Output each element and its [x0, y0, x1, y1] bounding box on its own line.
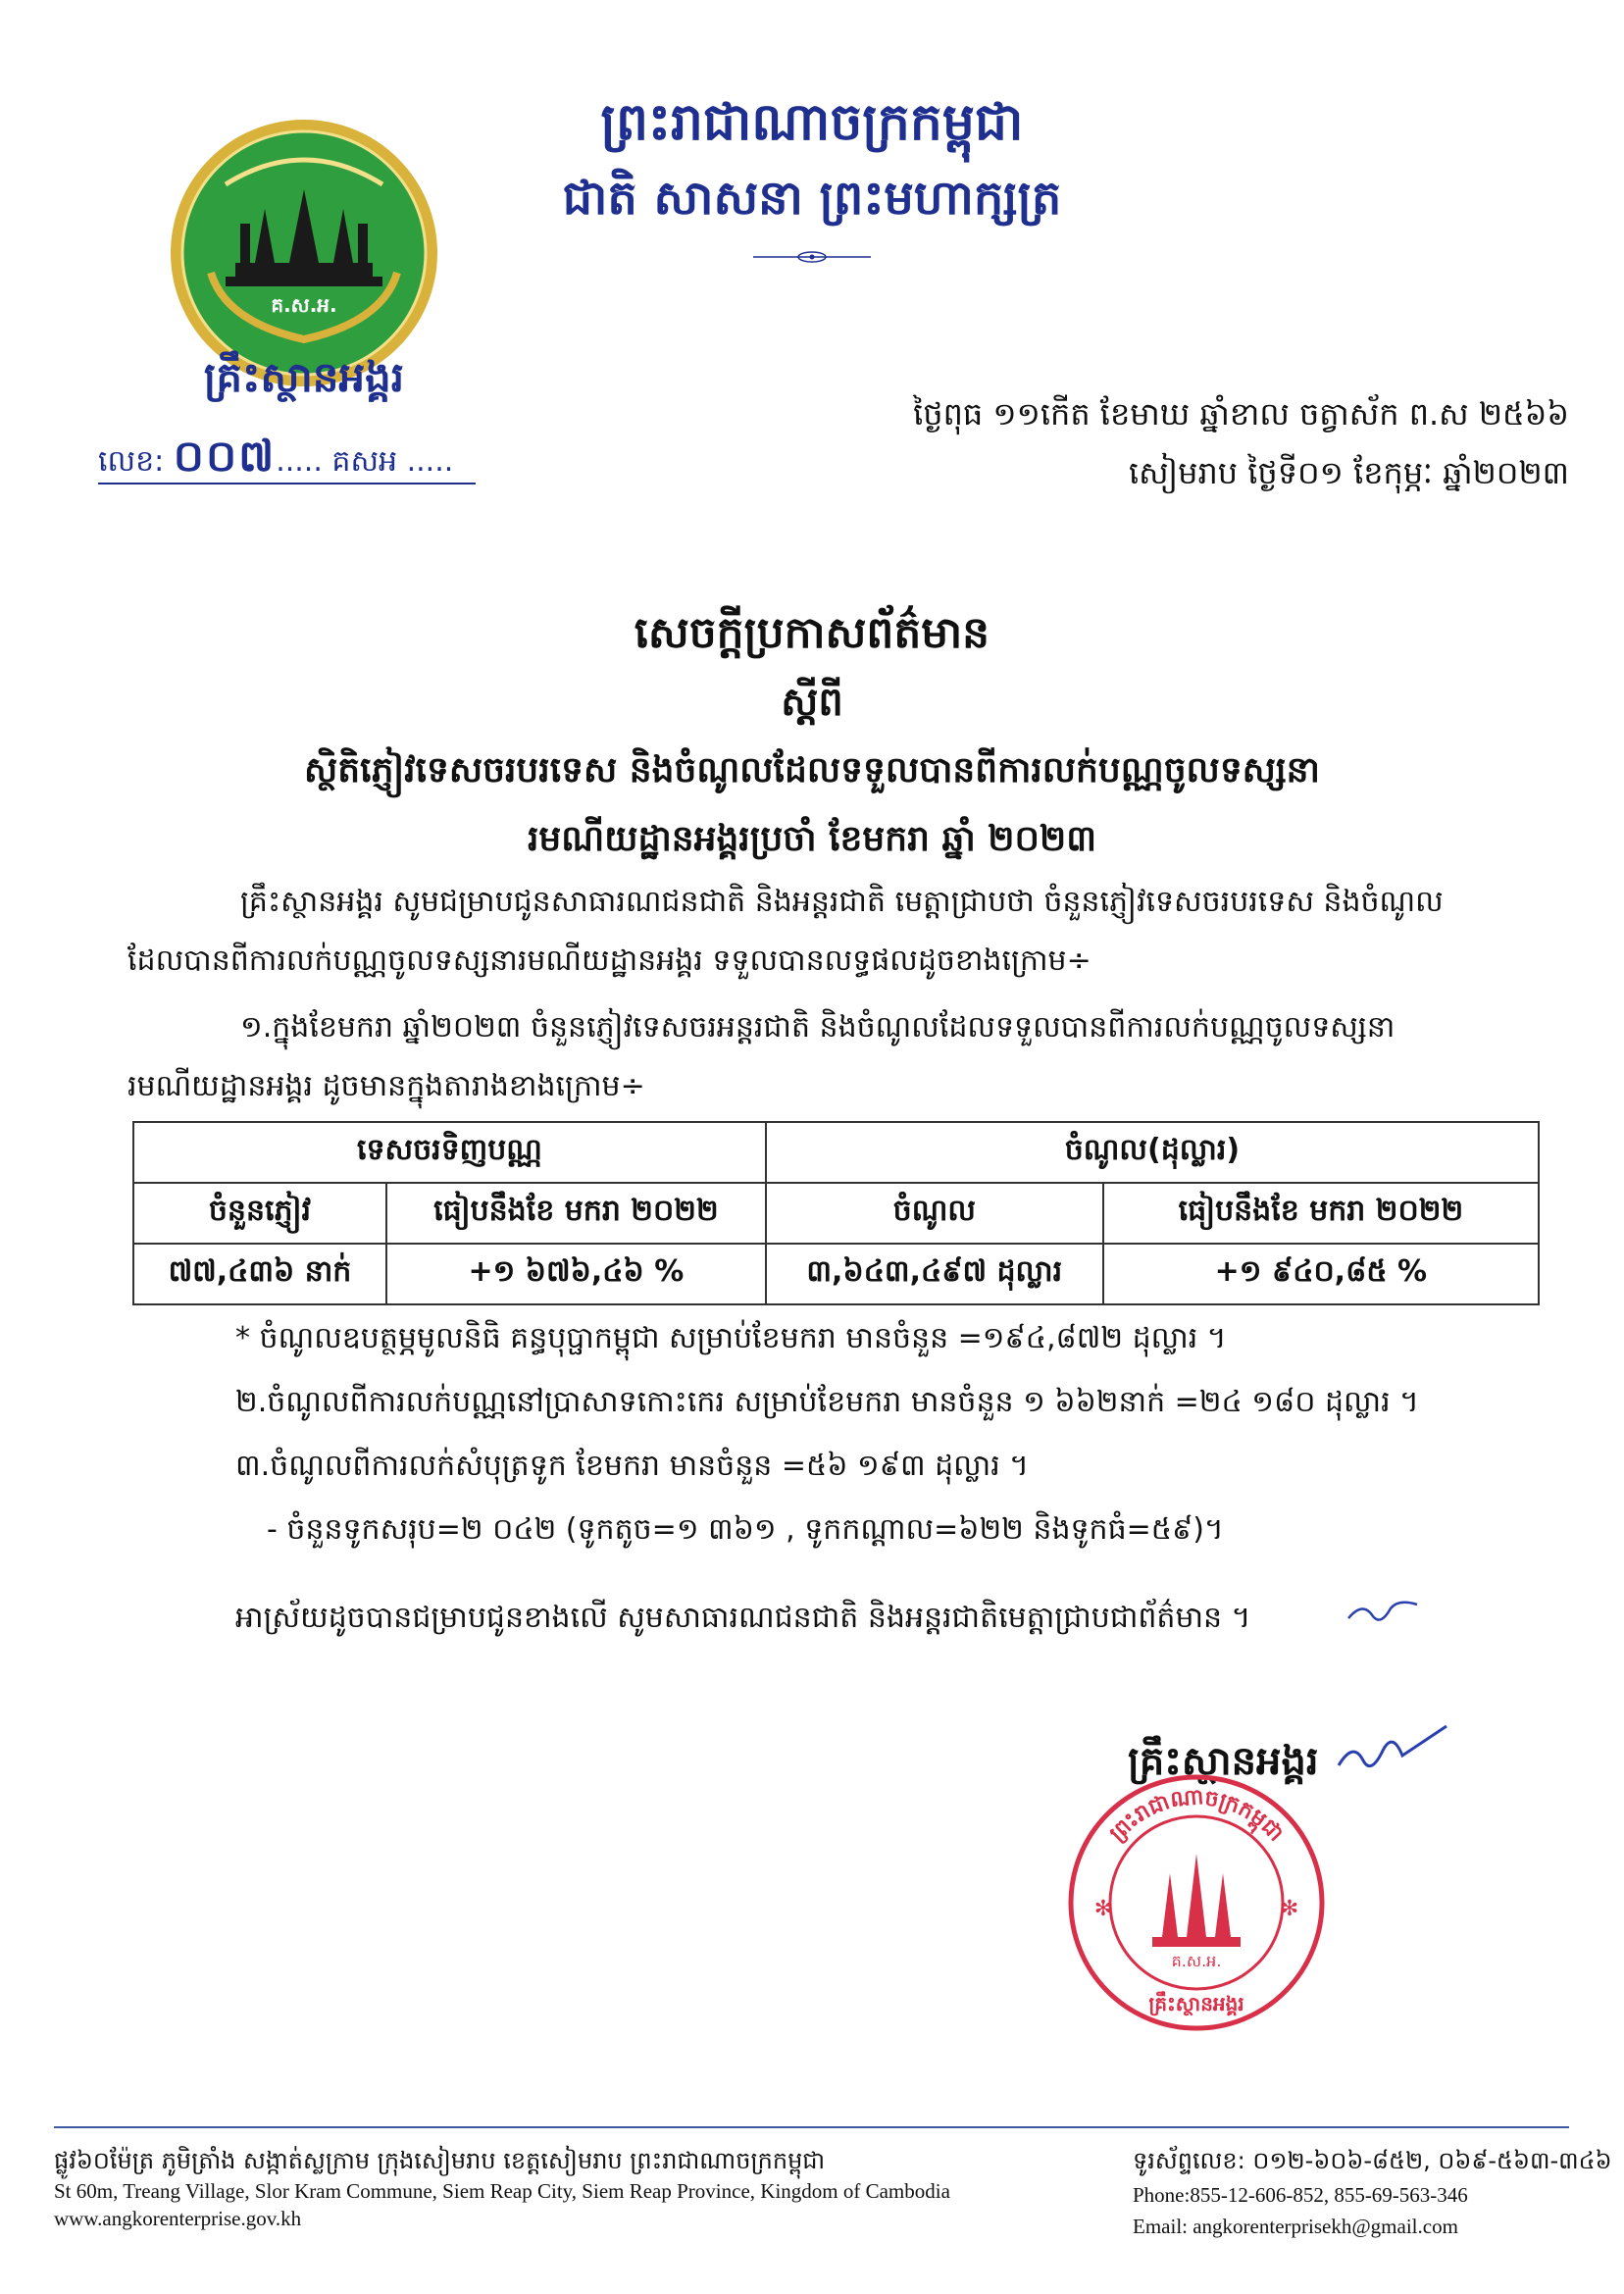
note-fund-revenue: * ចំណូលឧបត្ថម្ភមូលនិធិ គន្ធបុប្ផាកម្ពុជា សម្រាប់ខែមករា មានចំនួន =១៩៤,៨៧២ ដុល្លារ ។ [235, 1321, 1227, 1355]
item-3-boat-tickets: ៣.ចំណូលពីការលក់សំបុត្រទូក ខែមករា មានចំនួន =៥៦ ១៩៣ ដុល្លារ ។ [235, 1449, 1030, 1483]
solar-date: សៀមរាប ថ្ងៃទី០១ ខែកុម្ភៈ ឆ្នាំ២០២៣ [1128, 454, 1569, 491]
column-header-visitors: ចំនួនភ្ញៀវ [133, 1183, 386, 1244]
reference-underline [98, 483, 476, 484]
column-header-visitors-compare: ធៀបនឹងខែ មករា ២០២២ [386, 1183, 766, 1244]
document-title: សេចក្តីប្រកាសព័ត៌មាន [634, 608, 990, 658]
footer-address-khmer: ផ្លូវ៦០ម៉ែត្រ ភូមិត្រាំង សង្កាត់ស្លក្រាម ក្រុងសៀមរាប ខេត្តសៀមរាប ព្រះរាជាណាចក្រកម្ពុជា [54, 2147, 826, 2174]
stamp-arc-path-text: ព្រះរាជាណាចក្រកម្ពុជា [1104, 1784, 1289, 1847]
cell-visitors: ៧៧,៤៣៦ នាក់ [133, 1244, 386, 1304]
footer-phone-khmer: ទូរស័ព្ទលេខ: ០១២-៦០៦-៨៥២, ០៦៩-៥៦៣-៣៤៦ [1133, 2147, 1612, 2174]
item-1-line-1: ១.ក្នុងខែមករា ឆ្នាំ២០២៣ ចំនួនភ្ញៀវទេសចរអន្តរជាតិ និងចំណូលដែលទទួលបានពីការលក់បណ្ណចូលទស្សនា [240, 1010, 1396, 1045]
item-2-koh-ker: ២.ចំណូលពីការលក់បណ្ណនៅប្រាសាទកោះកេរ សម្រាប់ខែមករា មានចំនួន ១ ៦៦២នាក់ =២៤ ១៨០ ដុល្លារ ។ [235, 1385, 1419, 1419]
subject-line-2: រមណីយដ្ឋានអង្គរប្រចាំ ខែមករា ឆ្នាំ ២០២៣ [527, 819, 1097, 859]
signature-icon [1334, 1721, 1451, 1780]
intro-paragraph-line-1: គ្រឹះស្ថានអង្គរ សូមជម្រាបជូនសាធារណជនជាតិ និងអន្តរជាតិ មេត្តាជ្រាបថា ចំនួនភ្ញៀវទេសចរបរទេស និងចំណូល [240, 885, 1444, 919]
footer-phone-english: Phone:855-12-606-852, 855-69-563-346 [1133, 2183, 1468, 2207]
ornament-divider-icon [753, 247, 871, 267]
item-3-boat-breakdown: - ចំនួនទូកសរុប=២ ០៤២ (ទូកតូច=១ ៣៦១ , ទូកកណ្តាល=៦២២ និងទូកធំ=៥៩)។ [267, 1512, 1224, 1547]
organization-logo-icon [167, 116, 441, 390]
table-group-header-row [133, 1122, 1539, 1183]
footer-address-english: St 60m, Treang Village, Slor Kram Commune, Siem Reap City, Siem Reap Province, Kingdom of Cambodia [54, 2179, 950, 2203]
stamp-bottom-text: គ្រឹះស្ថានអង្គរ [1148, 1992, 1244, 2015]
item-1-line-2: រមណីយដ្ឋានអង្គរ ដូចមានក្នុងតារាងខាងក្រោម÷ [127, 1069, 645, 1103]
reference-label: លេខ: [98, 444, 165, 479]
stamp-star-left-icon: ✻ [1093, 1897, 1113, 1921]
subject-line-1: ស្ថិតិភ្ញៀវទេសចរបរទេស និងចំណូលដែលទទួលបានពីការលក់បណ្ណចូលទស្សនា [304, 750, 1320, 790]
cell-visitors-compare: +១ ៦៧៦,៤៦ % [386, 1244, 766, 1304]
stamp-code: គ.ស.អ. [1171, 1952, 1222, 1970]
stamp-star-right-icon: ✻ [1280, 1897, 1299, 1921]
cell-revenue-compare: +១ ៩៤០,៨៥ % [1103, 1244, 1539, 1304]
handwritten-initial-icon [1344, 1591, 1422, 1630]
organization-name: គ្រឹះស្ថានអង្គរ [203, 353, 405, 401]
column-header-revenue: ចំណូល [766, 1183, 1103, 1244]
cell-revenue: ៣,៦៤៣,៤៩៧ ដុល្លារ [766, 1244, 1103, 1304]
logo-text: គ.ស.អ. [271, 293, 337, 317]
official-stamp-icon [1064, 1770, 1329, 2035]
lunar-date: ថ្ងៃពុធ ១១កើត ខែមាឃ ឆ្នាំខាល ចត្វាស័ក ព.ស ២៥៦៦ [913, 395, 1569, 433]
group-header-visitors: ទេសចរទិញបណ្ណ [133, 1122, 766, 1183]
reference-suffix: ..... គសអ ..... [276, 444, 454, 479]
signature-organization: គ្រឹះស្ថានអង្គរ [1128, 1739, 1319, 1784]
footer-divider [54, 2126, 1569, 2128]
footer-email-link[interactable]: Email: angkorenterprisekh@gmail.com [1133, 2215, 1458, 2238]
group-header-revenue: ចំណូល(ដុល្លារ) [766, 1122, 1539, 1183]
document-about: ស្តីពី [781, 680, 843, 725]
national-motto: ជាតិ សាសនា ព្រះមហាក្សត្រ [562, 171, 1062, 226]
footer-website-link[interactable]: www.angkorenterprise.gov.kh [54, 2207, 302, 2230]
column-header-revenue-compare: ធៀបនឹងខែ មករា ២០២២ [1103, 1183, 1539, 1244]
statistics-table [132, 1121, 1540, 1305]
table-column-header-row [133, 1183, 1539, 1244]
kingdom-heading: ព្រះរាជាណាចក្រកម្ពុជា [600, 93, 1024, 152]
closing-paragraph: អាស្រ័យដូចបានជម្រាបជូនខាងលើ សូមសាធារណជនជាតិ និងអន្តរជាតិមេត្តាជ្រាបជាព័ត៌មាន ។ [235, 1601, 1251, 1635]
table-row [133, 1244, 1539, 1304]
reference-value: ០០៧ [173, 432, 277, 482]
intro-paragraph-line-2: ដែលបានពីការលក់បណ្ណចូលទស្សនារមណីយដ្ឋានអង្គរ ទទួលបានលទ្ធផលដូចខាងក្រោម÷ [127, 943, 1091, 978]
